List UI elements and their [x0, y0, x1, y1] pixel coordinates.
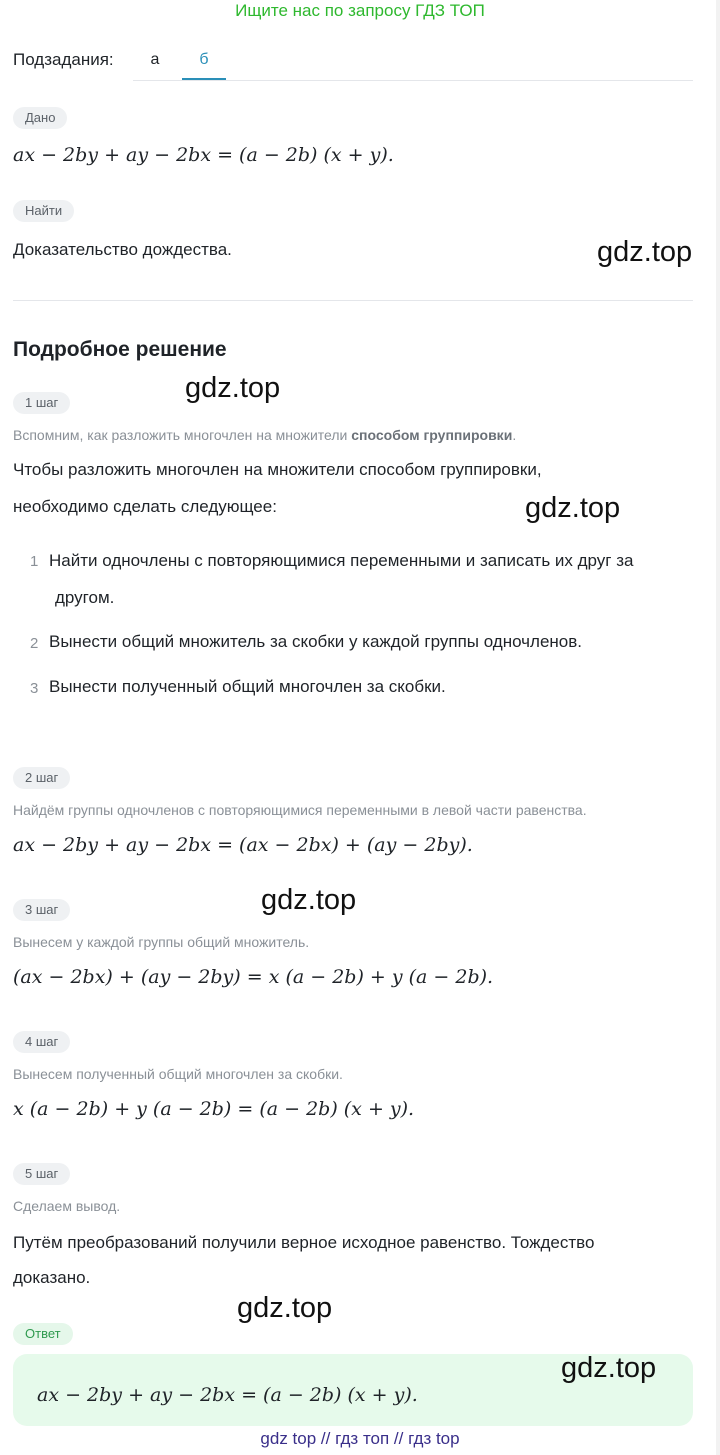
step-1-pill: 1 шаг — [13, 392, 70, 414]
step-1-hint: Вспомним, как разложить многочлен на множители способом группировки. — [13, 427, 517, 443]
footer-links[interactable]: gdz top // гдз топ // гдз top — [260, 1429, 460, 1448]
step-1-hint-bold: способом группировки — [351, 427, 513, 443]
answer-pill: Ответ — [13, 1323, 73, 1345]
list-item-2-number: 2 — [30, 635, 39, 652]
list-item-1-number: 1 — [30, 553, 39, 570]
tabs-divider — [133, 80, 693, 81]
step-5-pill: 5 шаг — [13, 1163, 70, 1185]
step-5-text-line1: Путём преобразований получили верное исходное равенство. Тождество — [13, 1233, 595, 1252]
watermark: gdz.top — [597, 236, 693, 268]
step-1-text-line1: Чтобы разложить многочлен на множители способом группировки, — [13, 460, 542, 479]
scrollbar-track[interactable] — [716, 0, 720, 1455]
step-2-formula: ax − 2by + ay − 2bx = (ax − 2bx) + (ay − 2by). — [13, 834, 473, 856]
watermark: gdz.top — [261, 884, 357, 916]
step-4-hint: Вынесем полученный общий многочлен за скобки. — [13, 1066, 343, 1082]
list-item-3-number: 3 — [30, 680, 39, 697]
step-2-hint: Найдём группы одночленов с повторяющимися переменными в левой части равенства. — [13, 802, 587, 818]
watermark: gdz.top — [525, 492, 621, 524]
step-3-pill: 3 шаг — [13, 899, 70, 921]
find-pill: Найти — [13, 200, 74, 222]
step-5-hint: Сделаем вывод. — [13, 1198, 121, 1214]
step-4-pill: 4 шаг — [13, 1031, 70, 1053]
step-3-formula: (ax − 2bx) + (ay − 2by) = x (a − 2b) + y (a − 2b). — [13, 966, 494, 988]
list-item-1-line2: другом. — [55, 588, 115, 607]
given-formula: ax − 2by + ay − 2bx = (a − 2b) (x + y). — [13, 144, 394, 166]
step-1-text-line2: необходимо сделать следующее: — [13, 497, 277, 516]
watermark: gdz.top — [561, 1352, 657, 1384]
step-2-pill: 2 шаг — [13, 767, 70, 789]
tab-b[interactable]: б — [182, 48, 226, 80]
search-banner: Ищите нас по запросу ГДЗ ТОП — [235, 1, 485, 20]
subtasks-label: Подзадания: — [13, 50, 114, 69]
list-item-3-line1: Вынести полученный общий многочлен за скобки. — [49, 677, 446, 696]
list-item-2-line1: Вынести общий множитель за скобки у каждой группы одночленов. — [49, 632, 583, 651]
step-4-formula: x (a − 2b) + y (a − 2b) = (a − 2b) (x + y). — [13, 1098, 415, 1120]
step-3-hint: Вынесем у каждой группы общий множитель. — [13, 934, 310, 950]
answer-formula: ax − 2by + ay − 2bx = (a − 2b) (x + y). — [37, 1384, 418, 1406]
step-5-text-line2: доказано. — [13, 1268, 91, 1287]
section-divider — [13, 300, 693, 301]
watermark: gdz.top — [185, 372, 281, 404]
tab-a[interactable]: а — [150, 51, 160, 68]
list-item-1-line1: Найти одночлены с повторяющимися переменными и записать их друг за — [49, 551, 634, 570]
find-text: Доказательство дождества. — [13, 240, 232, 259]
given-pill: Дано — [13, 107, 67, 129]
solution-title: Подробное решение — [13, 338, 227, 361]
watermark: gdz.top — [237, 1292, 333, 1324]
